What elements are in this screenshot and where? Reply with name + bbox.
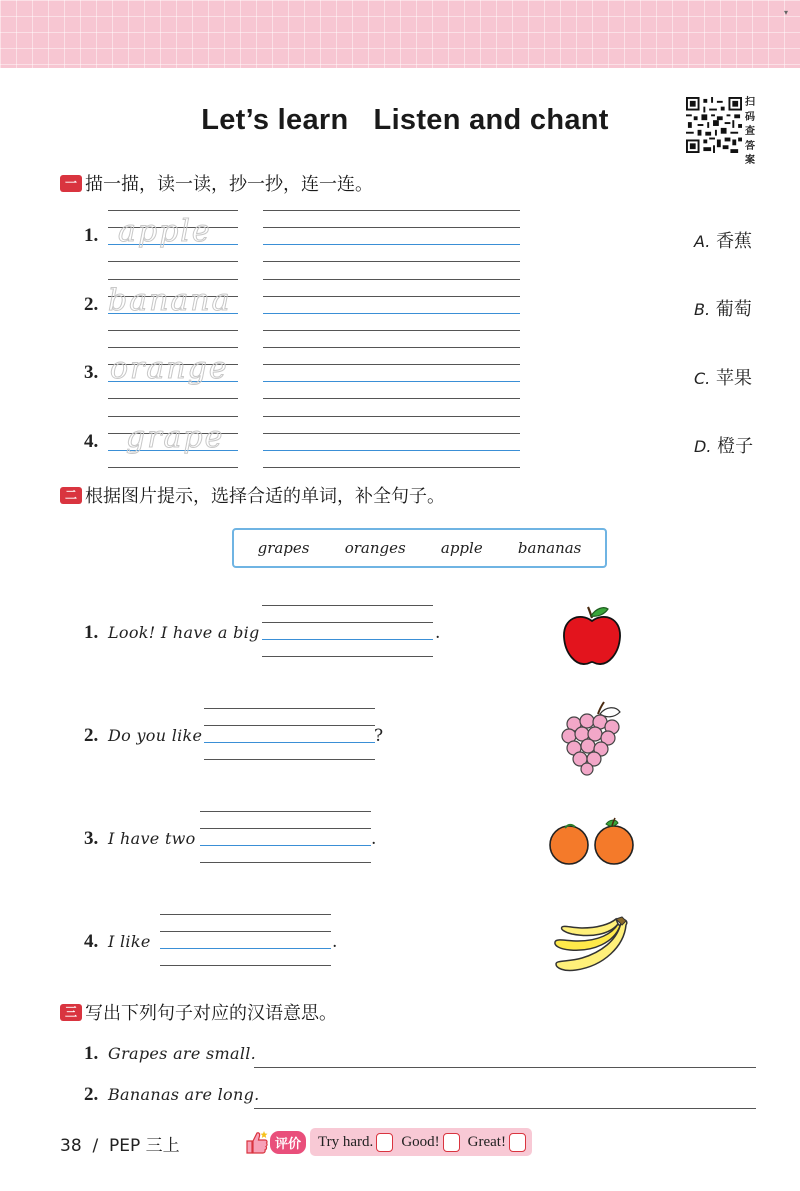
copy-grid[interactable] [263, 279, 520, 335]
eval-checkbox[interactable] [443, 1133, 460, 1152]
trace-word: banana [108, 283, 232, 318]
sentence-text: Bananas are long. [108, 1085, 260, 1104]
item-number: 1. [84, 622, 99, 643]
section2-header [60, 483, 445, 507]
bananas-icon [552, 916, 634, 974]
match-option-c[interactable]: C. 苹果 [694, 368, 752, 389]
word-bank-item: bananas [517, 539, 582, 557]
sentence-end: . [371, 829, 377, 849]
item-number: 1. [84, 1043, 99, 1064]
section1-header [60, 171, 373, 195]
section3-badge: 三 [60, 1004, 82, 1021]
item-number: 1. [84, 225, 99, 246]
section2-instruction: 根据图片提示，选择合适的单词，补全句子。 [85, 486, 445, 507]
item-number: 2. [84, 725, 99, 746]
grapes-icon [560, 700, 626, 776]
item-number: 3. [84, 362, 99, 383]
sentence-text: I have two [108, 829, 196, 848]
copy-grid[interactable] [263, 347, 520, 403]
answer-grid[interactable] [204, 708, 375, 764]
answer-grid[interactable] [160, 914, 331, 970]
eval-great[interactable]: Great! [468, 1133, 526, 1152]
word-bank-item: grapes [257, 539, 310, 557]
answer-grid[interactable] [200, 811, 371, 867]
answer-grid[interactable] [262, 605, 433, 661]
section1-instruction: 描一描，读一读，抄一抄，连一连。 [85, 174, 373, 195]
header-band [0, 0, 800, 68]
sentence-text: Do you like [108, 726, 203, 745]
apple-icon [560, 604, 624, 668]
trace-word: apple [118, 214, 212, 249]
trace-word: orange [110, 351, 229, 386]
item-number: 2. [84, 294, 99, 315]
sentence-end: ? [374, 726, 384, 746]
item-number: 3. [84, 828, 99, 849]
word-bank-item: oranges [344, 539, 406, 557]
eval-checkbox[interactable] [509, 1133, 526, 1152]
sentence-text: Grapes are small. [108, 1044, 257, 1063]
section3-header [60, 1000, 337, 1024]
eval-checkbox[interactable] [376, 1133, 393, 1152]
evaluation-bar [310, 1128, 532, 1156]
item-number: 4. [84, 431, 99, 452]
sentence-end: . [332, 932, 338, 952]
oranges-icon [548, 816, 636, 866]
qr-code-icon[interactable] [686, 97, 742, 153]
page-number: 38 / PEP 三上 [60, 1136, 180, 1156]
page-title: Let’s learn Listen and chant [201, 104, 609, 136]
evaluation-tag: 评价 [270, 1131, 306, 1154]
match-option-a[interactable]: A. 香蕉 [694, 231, 753, 252]
sentence-text: I like [108, 932, 151, 951]
sentence-text: Look! I have a big [108, 623, 260, 642]
word-bank-item: apple [440, 539, 483, 557]
item-number: 4. [84, 931, 99, 952]
item-number: 2. [84, 1084, 99, 1105]
eval-try-hard[interactable]: Try hard. [318, 1133, 393, 1152]
copy-grid[interactable] [263, 210, 520, 266]
match-option-b[interactable]: B. 葡萄 [694, 299, 752, 320]
corner-mark: ▾ [784, 8, 789, 17]
trace-word: grape [126, 420, 225, 455]
self-evaluation [244, 1126, 532, 1158]
section2-badge: 二 [60, 487, 82, 504]
thumbs-up-icon [244, 1129, 270, 1155]
section3-instruction: 写出下列句子对应的汉语意思。 [85, 1003, 337, 1024]
section1-badge: 一 [60, 175, 82, 192]
answer-line[interactable] [254, 1108, 756, 1109]
eval-good[interactable]: Good! [401, 1133, 459, 1152]
copy-grid[interactable] [263, 416, 520, 472]
answer-line[interactable] [254, 1067, 756, 1068]
word-bank [232, 528, 607, 568]
sentence-end: . [435, 623, 441, 643]
qr-label: 扫 码 查 答 案 [745, 97, 755, 166]
match-option-d[interactable]: D. 橙子 [694, 436, 754, 457]
